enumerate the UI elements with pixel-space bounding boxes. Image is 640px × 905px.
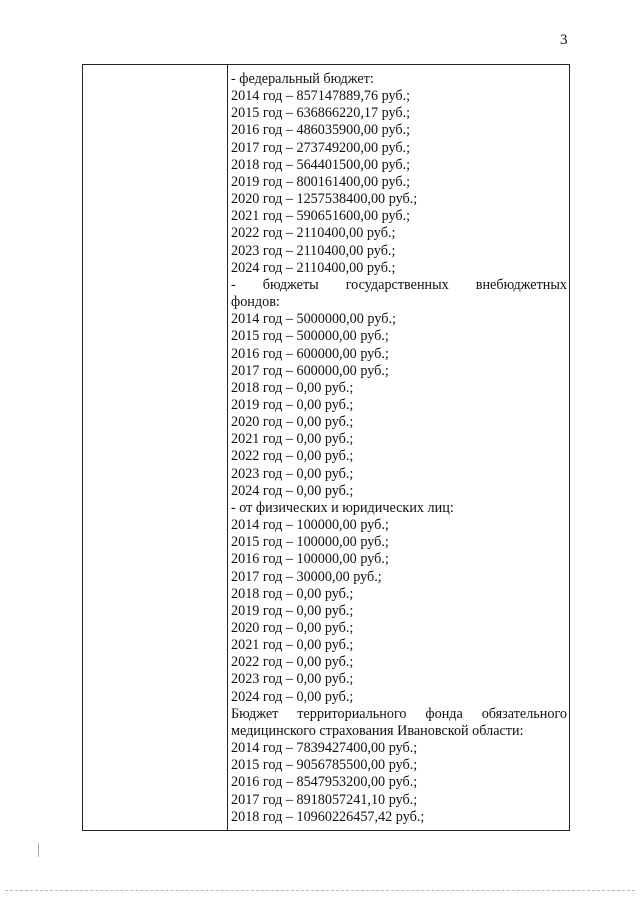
amount-line: 2023 год – 2110400,00 руб.; [231, 242, 396, 259]
state-funds-lines [231, 311, 567, 500]
amount-line: 2018 год – 10960226457,42 руб.; [231, 808, 425, 825]
state-funds-heading [231, 277, 567, 294]
federal-budget-lines [231, 88, 567, 277]
amount-line: 2018 год – 564401500,00 руб.; [231, 156, 411, 173]
amount-line: 2015 год – 100000,00 руб.; [231, 534, 389, 551]
amount-line: 2016 год – 100000,00 руб.; [231, 551, 389, 568]
amount-line: 2020 год – 0,00 руб.; [231, 620, 354, 636]
state-funds-heading-end: фондов: [231, 294, 280, 311]
amount-line: 2015 год – 500000,00 руб.; [231, 328, 389, 345]
amount-line: 2020 год – 0,00 руб.; [231, 414, 354, 431]
amount-line: 2015 год – 636866220,17 руб.; [231, 105, 411, 122]
amount-line: 2014 год – 7839427400,00 руб.; [231, 740, 418, 757]
table-left-column [83, 65, 228, 830]
amount-line: 2016 год – 486035900,00 руб.; [231, 122, 411, 139]
table-right-column [228, 65, 569, 830]
heading-word: бюджеты [262, 276, 319, 293]
amount-line: 2022 год – 2110400,00 руб.; [231, 225, 396, 242]
amount-line: 2014 год – 100000,00 руб.; [231, 517, 389, 534]
amount-line: 2020 год – 1257538400,00 руб.; [231, 191, 418, 208]
heading-word: государственных [345, 276, 449, 293]
persons-lines [231, 517, 567, 706]
amount-line: 2017 год – 273749200,00 руб.; [231, 139, 411, 156]
scan-edge-line [5, 890, 635, 891]
scan-mark [38, 843, 39, 857]
territorial-fund-heading [231, 706, 567, 723]
amount-line: 2014 год – 857147889,76 руб.; [231, 88, 411, 105]
amount-line: 2024 год – 0,00 руб.; [231, 688, 354, 705]
amount-line: 2022 год – 0,00 руб.; [231, 448, 354, 465]
amount-line: 2019 год – 0,00 руб.; [231, 396, 354, 413]
amount-line: 2016 год – 8547953200,00 руб.; [231, 774, 418, 791]
heading-word: обязательного [481, 705, 567, 722]
heading-word: внебюджетных [475, 276, 567, 293]
federal-budget-heading: - федеральный бюджет: [231, 71, 374, 87]
amount-line: 2021 год – 0,00 руб.; [231, 431, 354, 448]
heading-word: фонда [425, 705, 463, 722]
funding-table [82, 64, 570, 831]
amount-line: 2014 год – 5000000,00 руб.; [231, 311, 396, 328]
amount-line: 2018 год – 0,00 руб.; [231, 379, 354, 396]
amount-line: 2022 год – 0,00 руб.; [231, 654, 354, 671]
persons-heading: - от физических и юридических лиц: [231, 499, 454, 516]
amount-line: 2023 год – 0,00 руб.; [231, 465, 354, 482]
amount-line: 2015 год – 9056785500,00 руб.; [231, 757, 418, 774]
heading-word: Бюджет [231, 705, 279, 722]
amount-line: 2021 год – 590651600,00 руб.; [231, 208, 411, 225]
amount-line: 2017 год – 8918057241,10 руб.; [231, 791, 418, 808]
amount-line: 2019 год – 0,00 руб.; [231, 602, 354, 619]
amount-line: 2024 год – 2110400,00 руб.; [231, 259, 396, 276]
amount-line: 2024 год – 0,00 руб.; [231, 482, 354, 499]
territorial-fund-heading-end: медицинского страхования Ивановской области: [231, 722, 524, 739]
amount-line: 2016 год – 600000,00 руб.; [231, 345, 389, 362]
territorial-fund-lines [231, 740, 567, 826]
amount-line: 2023 год – 0,00 руб.; [231, 671, 354, 688]
heading-word: территориального [297, 705, 407, 722]
amount-line: 2019 год – 800161400,00 руб.; [231, 173, 411, 190]
amount-line: 2017 год – 600000,00 руб.; [231, 362, 389, 379]
amount-line: 2021 год – 0,00 руб.; [231, 637, 354, 654]
heading-word: - [231, 276, 236, 293]
page-number: 3 [560, 32, 568, 48]
amount-line: 2018 год – 0,00 руб.; [231, 585, 354, 602]
amount-line: 2017 год – 30000,00 руб.; [231, 568, 382, 585]
